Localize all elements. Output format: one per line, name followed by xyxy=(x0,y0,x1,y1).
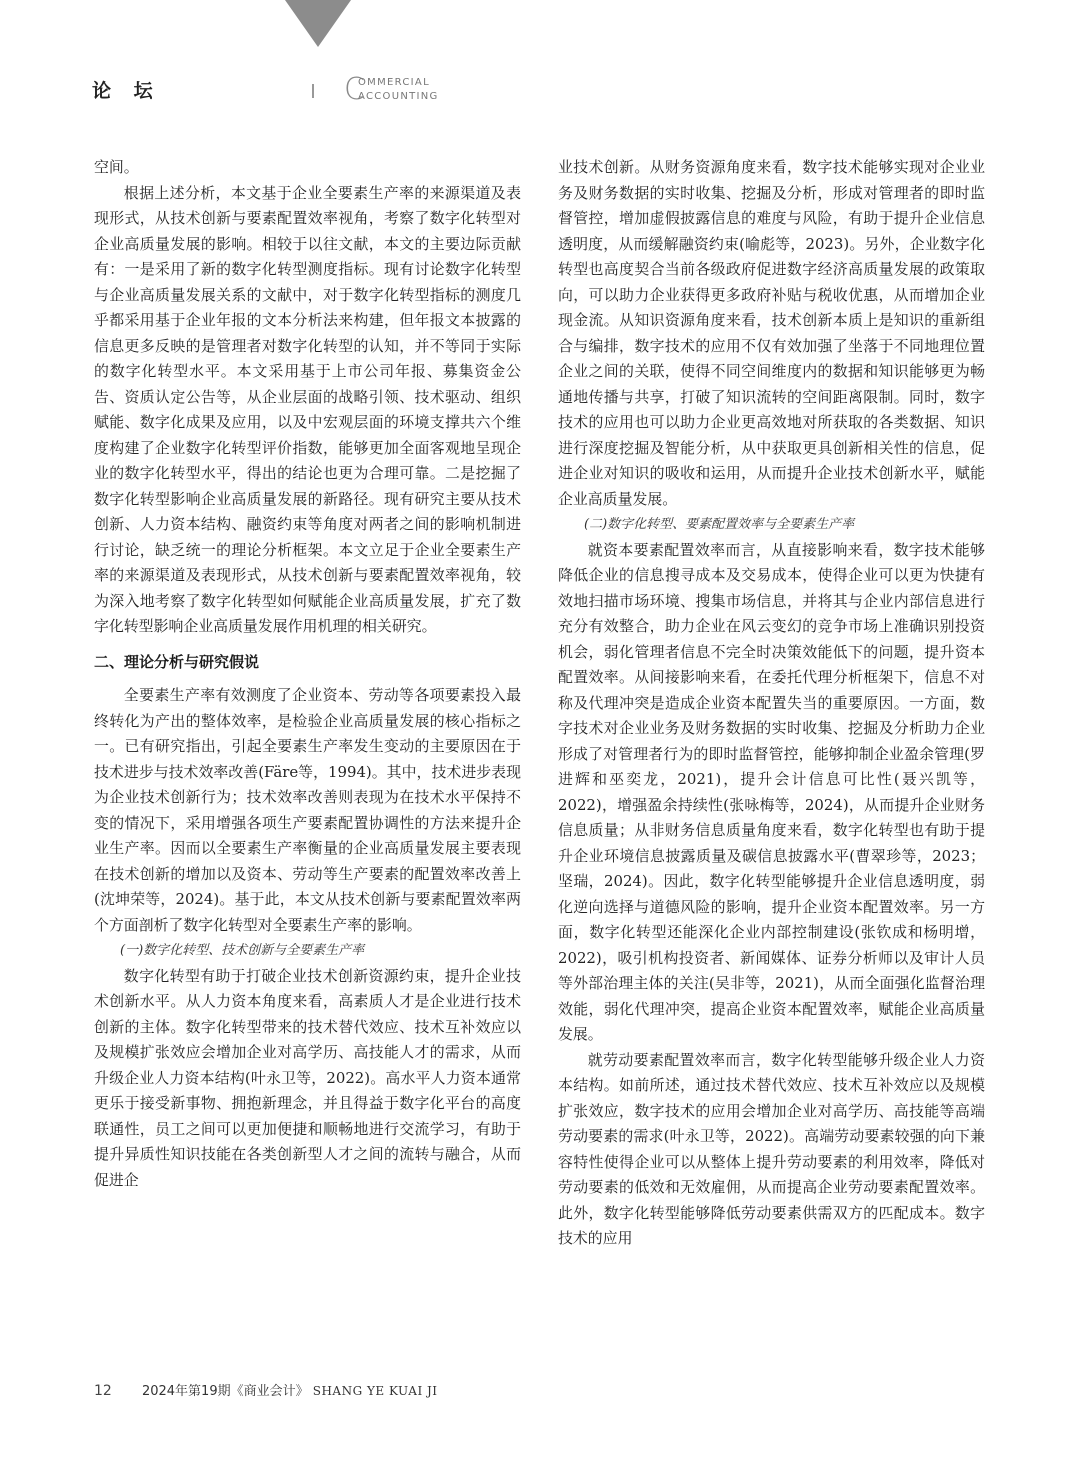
page-number: 12 xyxy=(94,1383,112,1399)
brand-line-accounting: ACCOUNTING xyxy=(358,91,439,102)
header-triangle-decoration xyxy=(285,0,351,47)
body-paragraph: 空间。 xyxy=(94,158,139,176)
body-paragraph: 数字化转型有助于打破企业技术创新资源约束，提升企业技术创新水平。从人力资本角度来看，高素质人才是企业进行技术创新的主体。数字化转型带来的技术替代效应、技术互补效应以及规模扩张效应会增加企业对高学历、高技能人才的需求，从而升级企业人力资本结构(叶永卫等，2022)。高水平人力资本通常更乐于接受新事物、拥抱新理念，并且得益于数字化平台的高度联通性，员工之间可以更加便捷和顺畅地进行交流学习，有助于提升异质性知识技能在各类创新型人才之间的流转与融合，从而促进企 xyxy=(94,966,521,1189)
section-heading: 二、理论分析与研究假说 xyxy=(94,652,260,671)
subsection-heading: (一)数字化转型、技术创新与全要素生产率 xyxy=(120,943,365,958)
page-footer xyxy=(94,1380,438,1399)
left-text-column xyxy=(94,155,521,1193)
subsection-heading: (二)数字化转型、要素配置效率与全要素生产率 xyxy=(584,517,855,532)
header-divider xyxy=(312,84,314,98)
body-paragraph: 就资本要素配置效率而言，从直接影响来看，数字技术能够降低企业的信息搜寻成本及交易成本，使得企业可以更为快捷有效地扫描市场环境、搜集市场信息，并将其与企业内部信息进行充分有效整合，助力企业在风云变幻的竞争市场上准确识别投资机会，弱化管理者信息不完全时决策效能低下的问题，提升资本配置效率。从间接影响来看，在委托代理分析框架下，信息不对称及代理冲突是造成企业资本配置失当的重要原因。一方面，数字技术对企业业务及财务数据的实时收集、挖掘及分析助力企业形成了对管理者行为的即时监督管控，能够抑制企业盈余管理(罗进辉和巫奕龙，2021)，提升会计信息可比性(聂兴凯等，2022)，增强盈余持续性(张咏梅等，2024)，从而提升企业财务信息质量；从非财务信息质量角度来看，数字化转型也有助于提升企业环境信息披露质量及碳信息披露水平(曹翠珍等，2023；坚瑞，2024)。因此，数字化转型能够提升企业信息透明度，弱化逆向选择与道德风险的影响，提升企业资本配置效率。另一方面，数字化转型还能深化企业内部控制建设(张钦成和杨明增，2022)，吸引机构投资者、新闻媒体、证券分析师以及审计人员等外部治理主体的关注(吴非等，2021)，从而全面强化监督治理效能，弱化代理冲突，提高企业资本配置效率，赋能企业高质量发展。 xyxy=(558,540,985,1043)
brand-letter-c: C xyxy=(344,72,365,107)
body-paragraph: 根据上述分析，本文基于企业全要素生产率的来源渠道及表现形式，从技术创新与要素配置效率视角，考察了数字化转型对企业高质量发展的影响。相较于以往文献，本文的主要边际贡献有：一是采用了新的数字化转型测度指标。现有讨论数字化转型与企业高质量发展关系的文献中，对于数字化转型指标的测度几乎都采用基于企业年报的文本分析法来构建，但年报文本披露的信息更多反映的是管理者对数字化转型的认知，并不等同于实际的数字化转型水平。本文采用基于上市公司年报、募集资金公告、资质认定公告等，从企业层面的战略引领、技术驱动、组织赋能、数字化成果及应用，以及中宏观层面的环境支撑共六个维度构建了企业数字化转型评价指数，能够更加全面客观地呈现企业的数字化转型水平，得出的结论也更为合理可靠。二是挖掘了数字化转型影响企业高质量发展的新路径。现有研究主要从技术创新、人力资本结构、融资约束等角度对两者之间的影响机制进行讨论，缺乏统一的理论分析框架。本文立足于企业全要素生产率的来源渠道及表现形式，从技术创新与要素配置效率视角，较为深入地考察了数字化转型如何赋能企业高质量发展，扩充了数字化转型影响企业高质量发展作用机理的相关研究。 xyxy=(94,183,521,635)
body-paragraph: 全要素生产率有效测度了企业资本、劳动等各项要素投入最终转化为产出的整体效率，是检验企业高质量发展的核心指标之一。已有研究指出，引起全要素生产率发生变动的主要原因在于技术进步与技术效率改善(Färe等，1994)。其中，技术进步表现为企业技术创新行为；技术效率改善则表现为在技术水平保持不变的情况下，采用增强各项生产要素配置协调性的方法来提升企业生产率。因而以全要素生产率衡量的企业高质量发展主要表现在技术创新的增加以及资本、劳动等生产要素的配置效率改善上(沈坤荣等，2024)。基于此，本文从技术创新与要素配置效率两个方面剖析了数字化转型对全要素生产率的影响。 xyxy=(94,686,521,934)
issue-info: 2024年第19期《商业会计》 xyxy=(141,1384,309,1399)
journal-latin-name: SHANG YE KUAI JI xyxy=(312,1384,438,1398)
section-label: 论 坛 xyxy=(92,80,161,102)
body-paragraph: 就劳动要素配置效率而言，数字化转型能够升级企业人力资本结构。如前所述，通过技术替代效应、技术互补效应以及规模扩张效应，数字技术的应用会增加企业对高学历、高技能等高端劳动要素的需求(叶永卫等，2022)。高端劳动要素较强的向下兼容特性使得企业可以从整体上提升劳动要素的利用效率，降低对劳动要素的低效和无效雇佣，从而提高企业劳动要素配置效率。此外，数字化转型能够降低劳动要素供需双方的匹配成本。数字技术的应用 xyxy=(558,1050,985,1247)
brand-line-commercial: OMMERCIAL xyxy=(358,77,430,88)
right-text-column xyxy=(558,155,985,1252)
body-paragraph: 业技术创新。从财务资源角度来看，数字技术能够实现对企业业务及财务数据的实时收集、挖掘及分析，形成对管理者的即时监督管控，增加虚假披露信息的难度与风险，有助于提升企业信息透明度，从而缓解融资约束(喻彪等，2023)。另外，企业数字化转型也高度契合当前各级政府促进数字经济高质量发展的政策取向，可以助力企业获得更多政府补贴与税收优惠，从而增加企业现金流。从知识资源角度来看，技术创新本质上是知识的重新组合与编排，数字技术的应用不仅有效加强了坐落于不同地理位置企业之间的关联，使得不同空间维度内的数据和知识能够更为畅通地传播与共享，打破了知识流转的空间距离限制。同时，数字技术的应用也可以助力企业更高效地对所获取的各类数据、知识进行深度挖掘及智能分析，从中获取更具创新相关性的信息，促进企业对知识的吸收和运用，从而提升企业技术创新水平，赋能企业高质量发展。 xyxy=(558,158,985,508)
